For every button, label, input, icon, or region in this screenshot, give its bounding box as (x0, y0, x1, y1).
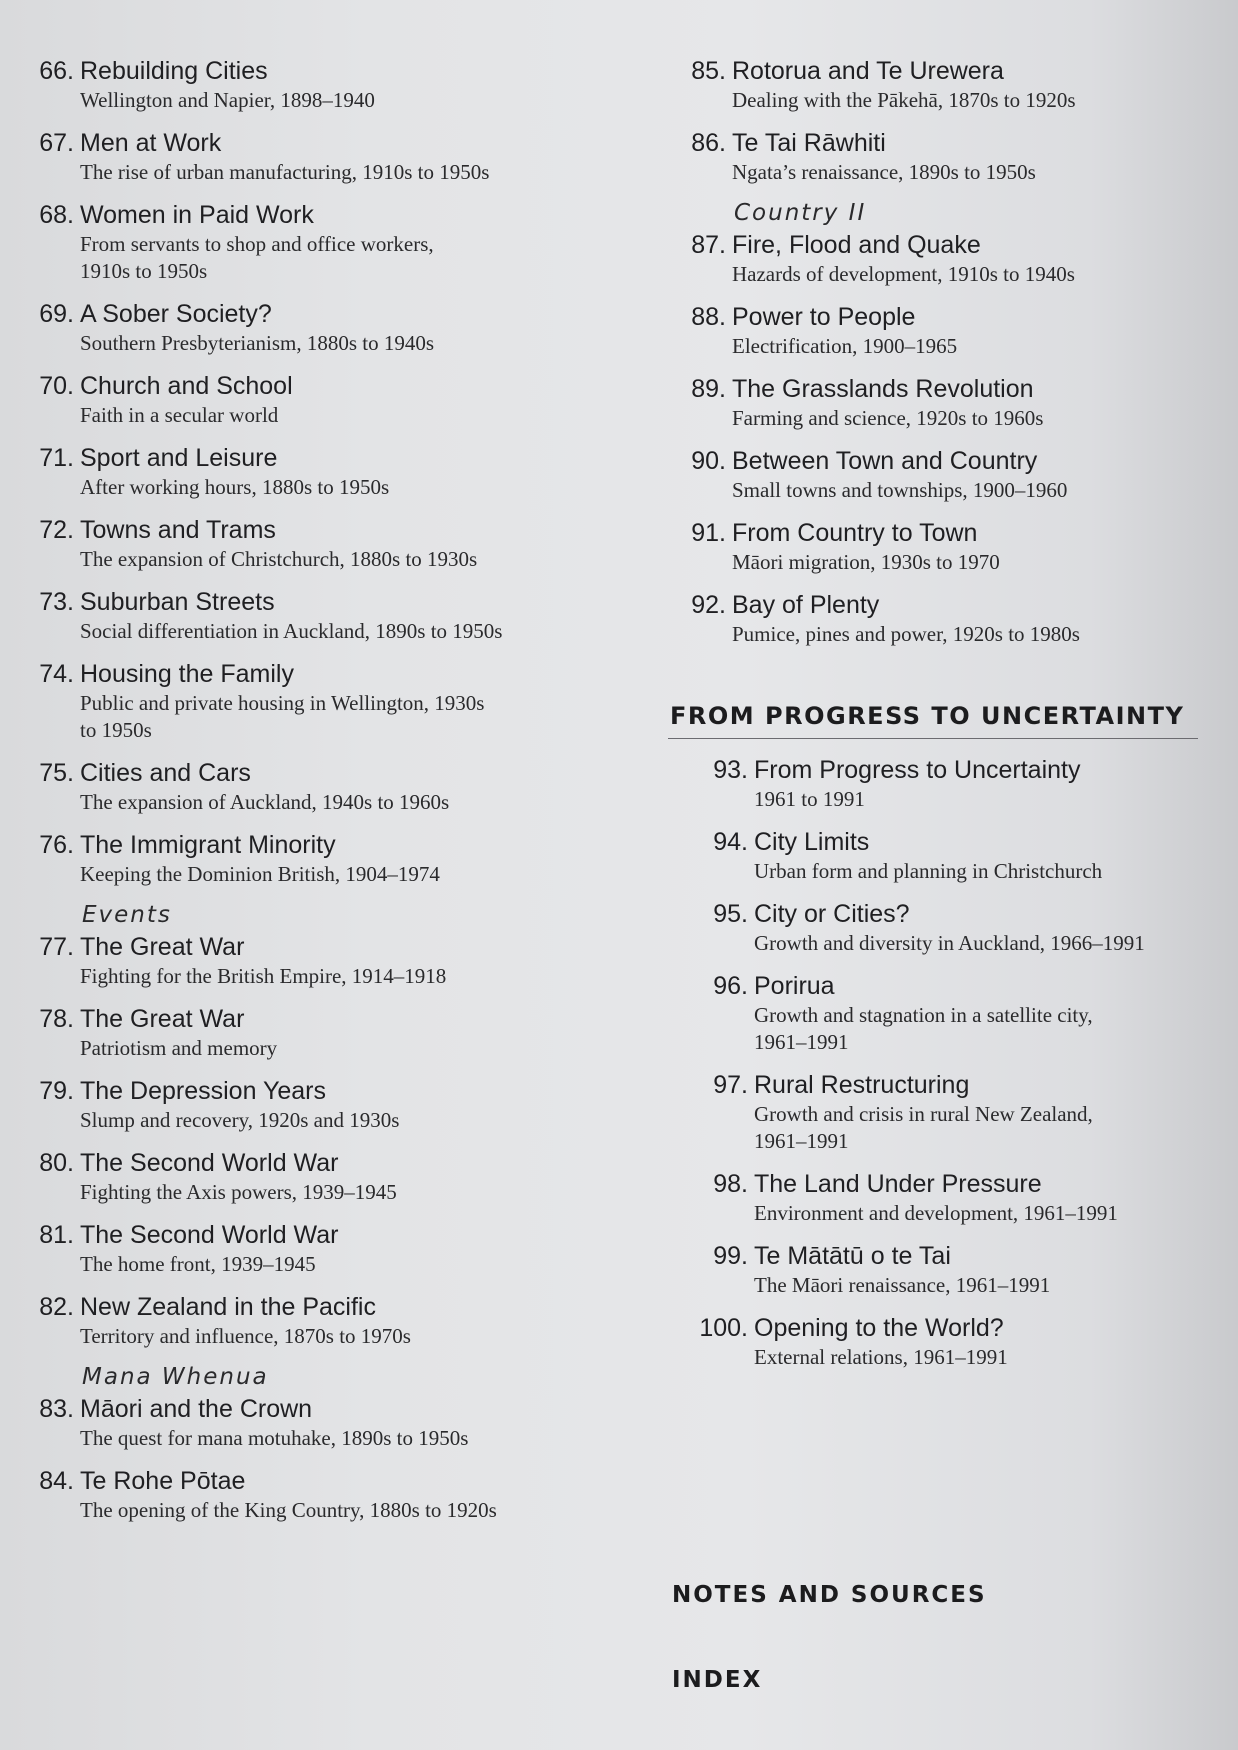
toc-entry (692, 755, 1210, 813)
toc-entry (670, 230, 1210, 288)
toc-entry (18, 128, 618, 186)
entry-number: 67. (39, 129, 74, 157)
entry-title: Te Rohe Pōtae (80, 1467, 246, 1495)
entry-subtitle: Electrification, 1900–1965 (732, 334, 958, 358)
entry-heading (18, 659, 618, 690)
entry-subtitle: Urban form and planning in Christchurch (754, 859, 1103, 883)
entry-heading (692, 899, 1210, 930)
entry-subtitle: Territory and influence, 1870s to 1970s (80, 1324, 411, 1348)
toc-entry (18, 1148, 618, 1206)
entry-subtitle: 1961–1991 (754, 1030, 849, 1054)
entry-title: Power to People (732, 303, 916, 331)
entry-number: 80. (39, 1149, 74, 1177)
entry-number: 83. (39, 1395, 74, 1423)
toc-entry (18, 1004, 618, 1062)
entry-subtitle: Hazards of development, 1910s to 1940s (732, 262, 1075, 286)
contents-left-column (18, 56, 618, 1538)
entry-subtitle: Growth and stagnation in a satellite city, (754, 1003, 1093, 1027)
entry-subtitle: The home front, 1939–1945 (80, 1252, 316, 1276)
notes-and-sources-heading: NOTES AND SOURCES (672, 1582, 987, 1608)
entry-subtitle: Small towns and townships, 1900–1960 (732, 478, 1068, 502)
toc-entry (692, 1070, 1210, 1155)
entry-heading (670, 446, 1210, 477)
entry-heading (18, 299, 618, 330)
entry-title: Cities and Cars (80, 759, 251, 787)
entry-title: The Land Under Pressure (754, 1170, 1042, 1198)
entry-subtitle: Māori migration, 1930s to 1970 (732, 550, 1000, 574)
entry-title: Porirua (754, 972, 835, 1000)
toc-entry (18, 299, 618, 357)
index-heading: INDEX (672, 1667, 763, 1693)
entry-heading (670, 56, 1210, 87)
entry-heading (18, 1292, 618, 1323)
entry-subtitle: The rise of urban manufacturing, 1910s to 1950s (80, 160, 490, 184)
entry-number: 78. (39, 1005, 74, 1033)
entry-number: 82. (39, 1293, 74, 1321)
entry-title: Opening to the World? (754, 1314, 1004, 1342)
toc-entry (18, 1220, 618, 1278)
entry-title: A Sober Society? (80, 300, 272, 328)
entry-title: Māori and the Crown (80, 1395, 313, 1423)
entry-heading (18, 1394, 618, 1425)
entry-title: The Immigrant Minority (80, 831, 336, 859)
entry-heading (18, 371, 618, 402)
entry-number: 86. (691, 129, 726, 157)
toc-entry (670, 374, 1210, 432)
entry-number: 91. (691, 519, 726, 547)
entry-subtitle: Wellington and Napier, 1898–1940 (80, 88, 375, 112)
entry-heading (18, 830, 618, 861)
entry-number: 99. (713, 1242, 748, 1270)
entry-number: 98. (713, 1170, 748, 1198)
entry-title: New Zealand in the Pacific (80, 1293, 376, 1321)
entry-heading (692, 1070, 1210, 1101)
entry-number: 76. (39, 831, 74, 859)
toc-entry (692, 899, 1210, 957)
section-label: Events (82, 902, 172, 928)
entry-subtitle: Social differentiation in Auckland, 1890s to 1950s (80, 619, 503, 643)
entry-title: City Limits (754, 828, 870, 856)
entry-heading (18, 587, 618, 618)
entry-subtitle: External relations, 1961–1991 (754, 1345, 1008, 1369)
entry-title: From Country to Town (732, 519, 978, 547)
entry-subtitle: The opening of the King Country, 1880s to 1920s (80, 1498, 497, 1522)
entry-subtitle: The Māori renaissance, 1961–1991 (754, 1273, 1051, 1297)
entry-title: City or Cities? (754, 900, 910, 928)
entry-heading (18, 56, 618, 87)
entry-heading (670, 590, 1210, 621)
entry-title: Housing the Family (80, 660, 294, 688)
entry-subtitle: Fighting for the British Empire, 1914–1918 (80, 964, 447, 988)
entry-subtitle: The expansion of Auckland, 1940s to 1960s (80, 790, 450, 814)
entry-subtitle: Ngata’s renaissance, 1890s to 1950s (732, 160, 1036, 184)
toc-entry (18, 659, 618, 744)
entry-heading (18, 443, 618, 474)
toc-entry (18, 200, 618, 285)
entry-number: 81. (39, 1221, 74, 1249)
entry-heading (18, 515, 618, 546)
entry-title: Men at Work (80, 129, 222, 157)
entry-subtitle: Keeping the Dominion British, 1904–1974 (80, 862, 440, 886)
entry-title: Fire, Flood and Quake (732, 231, 981, 259)
entry-number: 74. (39, 660, 74, 688)
entry-subtitle: Pumice, pines and power, 1920s to 1980s (732, 622, 1080, 646)
entry-number: 84. (39, 1467, 74, 1495)
contents-right-column (670, 56, 1210, 1385)
entry-title: The Second World War (80, 1149, 339, 1177)
entry-heading (18, 200, 618, 231)
entry-number: 94. (713, 828, 748, 856)
toc-entry (18, 56, 618, 114)
entry-title: Towns and Trams (80, 516, 276, 544)
entry-title: Rotorua and Te Urewera (732, 57, 1004, 85)
entry-heading (692, 1169, 1210, 1200)
toc-entry (18, 758, 618, 816)
entry-subtitle: Patriotism and memory (80, 1036, 278, 1060)
toc-entry (18, 1466, 618, 1524)
entry-number: 88. (691, 303, 726, 331)
entry-number: 87. (691, 231, 726, 259)
entry-subtitle: Growth and crisis in rural New Zealand, (754, 1102, 1093, 1126)
toc-entry (670, 446, 1210, 504)
entry-subtitle: After working hours, 1880s to 1950s (80, 475, 390, 499)
entry-subtitle: Southern Presbyterianism, 1880s to 1940s (80, 331, 435, 355)
entry-subtitle: The quest for mana motuhake, 1890s to 1950s (80, 1426, 469, 1450)
entry-heading (670, 374, 1210, 405)
entry-heading (692, 827, 1210, 858)
section-label: Mana Whenua (82, 1364, 269, 1390)
entry-title: The Second World War (80, 1221, 339, 1249)
toc-entry (670, 590, 1210, 648)
entry-title: Rural Restructuring (754, 1071, 970, 1099)
entry-subtitle: Public and private housing in Wellington, 1930s (80, 691, 485, 715)
toc-entry (18, 1394, 618, 1452)
entry-title: Te Mātātū o te Tai (754, 1242, 951, 1270)
entry-subtitle: to 1950s (80, 718, 152, 742)
entry-subtitle: From servants to shop and office workers, (80, 232, 434, 256)
entry-heading (670, 128, 1210, 159)
toc-entry (692, 1313, 1210, 1371)
entry-number: 70. (39, 372, 74, 400)
entry-title: The Great War (80, 1005, 245, 1033)
toc-entry (18, 371, 618, 429)
entry-number: 93. (713, 756, 748, 784)
entry-title: The Grasslands Revolution (732, 375, 1034, 403)
entry-number: 69. (39, 300, 74, 328)
toc-entry (18, 443, 618, 501)
section-label: Country II (734, 200, 867, 226)
toc-entry (18, 515, 618, 573)
entry-number: 97. (713, 1071, 748, 1099)
entry-subtitle: Environment and development, 1961–1991 (754, 1201, 1118, 1225)
entry-heading (18, 758, 618, 789)
part-heading: FROM PROGRESS TO UNCERTAINTY (670, 702, 1185, 730)
entry-heading (18, 1220, 618, 1251)
entry-subtitle: 1910s to 1950s (80, 259, 208, 283)
entry-heading (670, 302, 1210, 333)
entry-heading (692, 971, 1210, 1002)
entry-title: From Progress to Uncertainty (754, 756, 1081, 784)
entry-subtitle: Faith in a secular world (80, 403, 279, 427)
entry-number: 92. (691, 591, 726, 619)
entry-title: The Depression Years (80, 1077, 326, 1105)
entry-heading (692, 1241, 1210, 1272)
entry-heading (692, 1313, 1210, 1344)
entry-title: Suburban Streets (80, 588, 275, 616)
entry-heading (18, 128, 618, 159)
toc-entry (18, 587, 618, 645)
entry-number: 72. (39, 516, 74, 544)
entry-title: Bay of Plenty (732, 591, 880, 619)
toc-entry (18, 1076, 618, 1134)
toc-entry (670, 518, 1210, 576)
entry-title: Te Tai Rāwhiti (732, 129, 886, 157)
part-heading-rule (668, 738, 1198, 739)
entry-number: 96. (713, 972, 748, 1000)
entry-heading (18, 932, 618, 963)
entry-number: 73. (39, 588, 74, 616)
entry-subtitle: 1961–1991 (754, 1129, 849, 1153)
entry-number: 100. (699, 1314, 748, 1342)
entry-subtitle: Growth and diversity in Auckland, 1966–1991 (754, 931, 1145, 955)
entry-subtitle: Slump and recovery, 1920s and 1930s (80, 1108, 400, 1132)
entry-number: 79. (39, 1077, 74, 1105)
toc-entry (692, 1241, 1210, 1299)
toc-entry (18, 932, 618, 990)
entry-title: Women in Paid Work (80, 201, 314, 229)
entry-number: 68. (39, 201, 74, 229)
entry-number: 89. (691, 375, 726, 403)
entry-number: 77. (39, 933, 74, 961)
entry-heading (670, 518, 1210, 549)
entry-number: 71. (39, 444, 74, 472)
entry-subtitle: Fighting the Axis powers, 1939–1945 (80, 1180, 397, 1204)
part-entries (670, 755, 1210, 1371)
entry-title: Church and School (80, 372, 293, 400)
right-entries (670, 56, 1210, 648)
toc-entry (670, 302, 1210, 360)
entry-number: 90. (691, 447, 726, 475)
toc-entry (18, 830, 618, 888)
entry-number: 75. (39, 759, 74, 787)
toc-entry (692, 1169, 1210, 1227)
toc-entry (692, 971, 1210, 1056)
entry-subtitle: Dealing with the Pākehā, 1870s to 1920s (732, 88, 1076, 112)
entry-heading (670, 230, 1210, 261)
toc-entry (692, 827, 1210, 885)
entry-number: 95. (713, 900, 748, 928)
entry-subtitle: Farming and science, 1920s to 1960s (732, 406, 1044, 430)
entry-number: 66. (39, 57, 74, 85)
entry-title: Sport and Leisure (80, 444, 278, 472)
entry-subtitle: The expansion of Christchurch, 1880s to 1930s (80, 547, 478, 571)
entry-number: 85. (691, 57, 726, 85)
toc-entry (18, 1292, 618, 1350)
entry-title: Rebuilding Cities (80, 57, 268, 85)
entry-heading (18, 1148, 618, 1179)
entry-heading (692, 755, 1210, 786)
entry-heading (18, 1466, 618, 1497)
entry-title: Between Town and Country (732, 447, 1038, 475)
toc-entry (670, 56, 1210, 114)
entry-heading (18, 1004, 618, 1035)
entry-subtitle: 1961 to 1991 (754, 787, 865, 811)
entry-heading (18, 1076, 618, 1107)
toc-entry (670, 128, 1210, 186)
entry-title: The Great War (80, 933, 245, 961)
